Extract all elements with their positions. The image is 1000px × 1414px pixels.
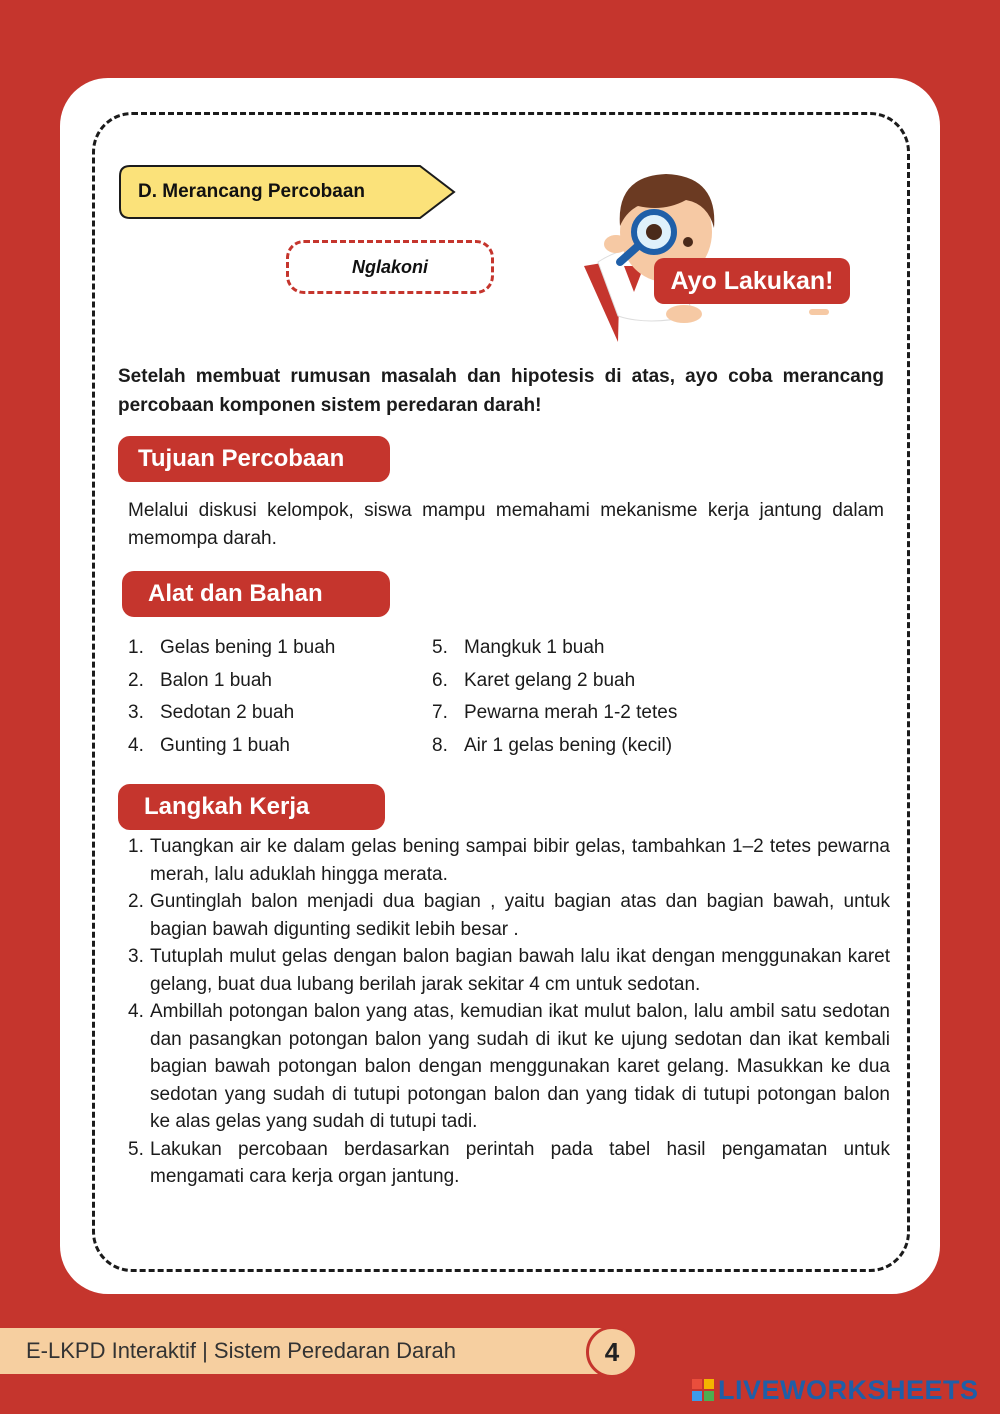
section-label [118, 164, 456, 220]
footer-title: E-LKPD Interaktif | Sistem Peredaran Darah [0, 1328, 610, 1374]
list-item: 7. Pewarna merah 1-2 tetes [432, 702, 678, 724]
list-item: 6. Karet gelang 2 buah [432, 669, 636, 691]
list-item: 8. Air 1 gelas bening (kecil) [432, 734, 673, 756]
mascot-kid-magnifier-icon [568, 166, 838, 346]
page-number: 4 [586, 1326, 638, 1378]
activity-tag: Nglakoni [286, 240, 494, 294]
list-item: 4. Gunting 1 buah [128, 734, 290, 756]
list-item: 5. Lakukan percobaan berdasarkan perintah pada tabel hasil pengamatan untuk mengamati cara kerja organ jantung. [128, 1138, 890, 1187]
list-item: 3. Sedotan 2 buah [128, 702, 295, 724]
ayo-lakukan-banner: Ayo Lakukan! [654, 258, 850, 304]
tujuan-header: Tujuan Percobaan [118, 436, 390, 482]
steps-list [128, 833, 890, 1191]
liveworksheets-logo-icon [692, 1379, 714, 1401]
langkah-header: Langkah Kerja [118, 784, 385, 830]
list-item: 1. Gelas bening 1 buah [128, 637, 336, 658]
list-item: 5. Mangkuk 1 buah [432, 637, 605, 658]
liveworksheets-watermark [692, 1374, 979, 1406]
watermark-text: LIVEWORKSHEETS [718, 1374, 979, 1405]
tools-list-left [128, 632, 335, 762]
list-item: 2. Balon 1 buah [128, 669, 272, 691]
list-item: 4. Ambillah potongan balon yang atas, kemudian ikat mulut balon, lalu ambil satu sedotan dan pasangkan potongan balon yang sudah di ikut ke ujung sedotan dan ikat kembali bagian bawah potongan balon dengan menggunakan karet gelang. Masukkan ke dua sedotan yang sudah di tutupi potongan balon dan yang tidak di tutupi potongan balon ke alas gelas yang sudah di tutupi tadi. [128, 1001, 890, 1132]
section-title: D. Merancang Percobaan [138, 181, 366, 202]
list-item: 1. Tuangkan air ke dalam gelas bening sampai bibir gelas, tambahkan 1–2 tetes pewarna merah, lalu aduklah hingga merata. [128, 836, 890, 885]
list-item: 2. Guntinglah balon menjadi dua bagian , yaitu bagian atas dan bagian bawah, untuk bagian bawah digunting sedikit lebih besar . [128, 891, 890, 940]
tools-list-right [432, 632, 677, 762]
alat-header: Alat dan Bahan [122, 571, 390, 617]
list-item: 3. Tutuplah mulut gelas dengan balon bagian bawah lalu ikat dengan menggunakan karet gelang, buat dua lubang berilah jarak sekitar 4 cm untuk sedotan. [128, 946, 890, 995]
intro-text: Setelah membuat rumusan masalah dan hipotesis di atas, ayo coba merancang percobaan komponen sistem peredaran darah! [118, 366, 884, 416]
tujuan-text: Melalui diskusi kelompok, siswa mampu memahami mekanisme kerja jantung dalam memompa darah. [128, 500, 884, 549]
